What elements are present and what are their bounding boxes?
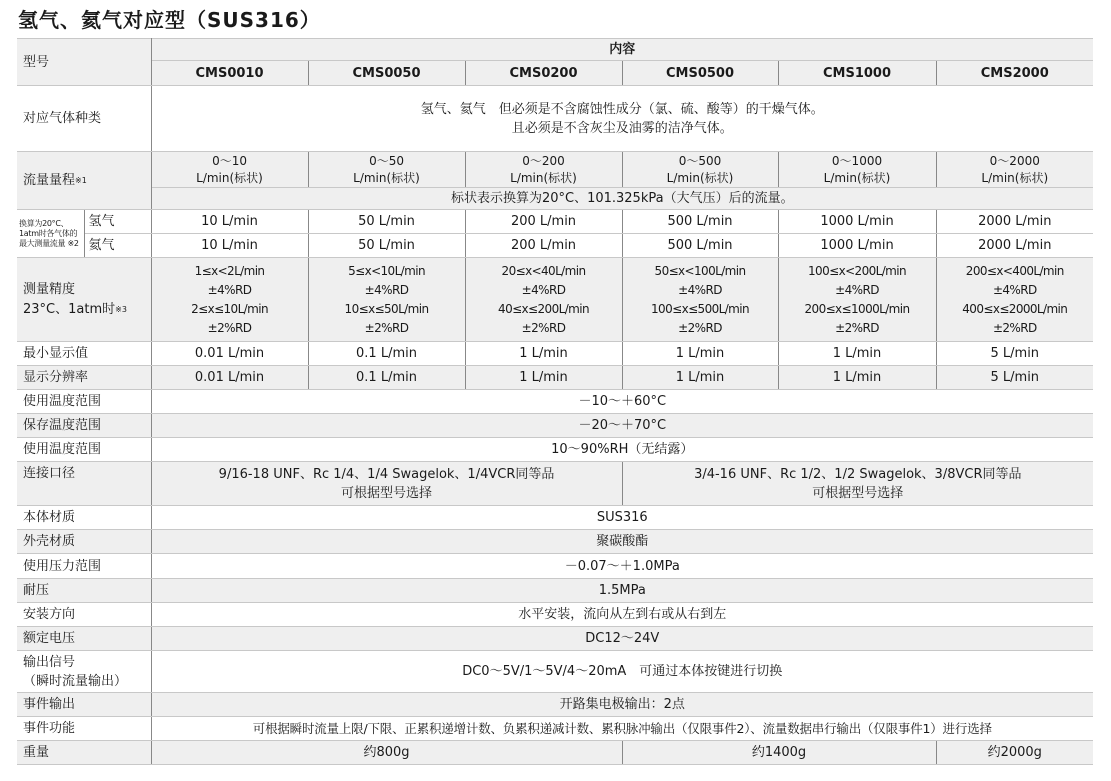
- resolution-label: 显示分辨率: [17, 366, 151, 390]
- max-flow-value: 200 L/min: [465, 210, 622, 234]
- flow-range-label: [17, 152, 151, 210]
- max-flow-value: 10 L/min: [151, 210, 308, 234]
- max-flow-row-he: [17, 234, 1093, 258]
- max-flow-value: 1000 L/min: [778, 210, 936, 234]
- max-flow-gas-h2: 氢气: [84, 210, 151, 234]
- max-flow-label: [17, 210, 84, 258]
- gas-type-row: [17, 86, 1093, 152]
- case-material-value: 聚碳酸酯: [151, 530, 1093, 554]
- max-flow-row-h2: [17, 210, 1093, 234]
- model-cms1000: CMS1000: [778, 61, 936, 86]
- accuracy-label-line2: 23°C、1atm时: [23, 301, 116, 317]
- event-function-label: 事件功能: [17, 717, 151, 741]
- model-cms0050: CMS0050: [308, 61, 465, 86]
- flow-range-unit: L/min(标状): [666, 170, 734, 185]
- accuracy-cell: 1≤x<2L/min ±4%RD 2≤x≤10L/min ±2%RD: [151, 258, 308, 342]
- max-flow-value: 200 L/min: [465, 234, 622, 258]
- store-temp-row: [17, 414, 1093, 438]
- flow-range-label-text: 流量量程: [23, 173, 76, 188]
- flow-range-unit: L/min(标状): [823, 170, 891, 185]
- max-flow-label-line2: 1atm时各气体的: [19, 228, 78, 238]
- max-flow-value: 1000 L/min: [778, 234, 936, 258]
- store-temp-label: 保存温度范围: [17, 414, 151, 438]
- event-output-row: [17, 693, 1093, 717]
- accuracy-row: [17, 258, 1093, 342]
- case-material-row: [17, 530, 1093, 554]
- resolution-value: 5 L/min: [936, 366, 1093, 390]
- port-row: [17, 462, 1093, 506]
- accuracy-cell: 200≤x<400L/min ±4%RD 400≤x≤2000L/min ±2%RD: [936, 258, 1093, 342]
- max-flow-value: 50 L/min: [308, 234, 465, 258]
- flow-range-cell: [308, 152, 465, 188]
- flow-range-value: 0～2000: [989, 153, 1040, 168]
- store-temp-value: －20～＋70°C: [151, 414, 1093, 438]
- resolution-row: [17, 366, 1093, 390]
- max-flow-value: 500 L/min: [622, 234, 778, 258]
- flow-range-unit: L/min(标状): [196, 170, 263, 185]
- humidity-label: 使用温度范围: [17, 438, 151, 462]
- min-display-value: 1 L/min: [622, 342, 778, 366]
- flow-range-row: [17, 152, 1093, 188]
- max-flow-note: ※2: [67, 238, 79, 248]
- body-material-row: [17, 506, 1093, 530]
- max-flow-value: 50 L/min: [308, 210, 465, 234]
- port-right-line2: 可根据型号选择: [812, 485, 904, 501]
- pressure-row: [17, 554, 1093, 579]
- proof-row: [17, 579, 1093, 603]
- flow-range-cell: [622, 152, 778, 188]
- model-cms0500: CMS0500: [622, 61, 778, 86]
- port-label: 连接口径: [17, 462, 151, 506]
- output-label: [17, 651, 151, 693]
- output-value: DC0～5V/1～5V/4～20mA 可通过本体按键进行切换: [151, 651, 1093, 693]
- port-left-line1: 9/16-18 UNF、Rc 1/4、1/4 Swagelok、1/4VCR同等品: [218, 466, 555, 482]
- output-row: [17, 651, 1093, 693]
- body-material-label: 本体材质: [17, 506, 151, 530]
- op-temp-row: [17, 390, 1093, 414]
- flow-range-value: 0～50: [369, 153, 404, 168]
- max-flow-value: 2000 L/min: [936, 210, 1093, 234]
- port-right: [622, 462, 1093, 506]
- event-output-label: 事件输出: [17, 693, 151, 717]
- resolution-value: 1 L/min: [622, 366, 778, 390]
- min-display-value: 1 L/min: [465, 342, 622, 366]
- voltage-value: DC12～24V: [151, 627, 1093, 651]
- mounting-row: [17, 603, 1093, 627]
- pressure-label: 使用压力范围: [17, 554, 151, 579]
- page-title: 氢气、氦气对应型（SUS316）: [18, 8, 321, 32]
- proof-value: 1.5MPa: [151, 579, 1093, 603]
- flow-range-unit: L/min(标状): [981, 170, 1049, 185]
- flow-range-value: 0～1000: [831, 153, 883, 168]
- content-label: 内容: [151, 39, 1093, 61]
- flow-range-cell: [778, 152, 936, 188]
- accuracy-cell: 100≤x<200L/min ±4%RD 200≤x≤1000L/min ±2%RD: [778, 258, 936, 342]
- resolution-value: 1 L/min: [778, 366, 936, 390]
- flow-range-unit: L/min(标状): [353, 170, 420, 185]
- op-temp-label: 使用温度范围: [17, 390, 151, 414]
- weight-value: 约1400g: [622, 741, 936, 765]
- voltage-row: [17, 627, 1093, 651]
- flow-range-footnote-row: [17, 188, 1093, 210]
- gas-type-line1: 氢气、氦气 但必须是不含腐蚀性成分（氯、硫、酸等）的干燥气体。: [420, 101, 824, 117]
- gas-type-label: 对应气体种类: [17, 86, 151, 152]
- event-function-row: [17, 717, 1093, 741]
- mounting-label: 安装方向: [17, 603, 151, 627]
- min-display-value: 5 L/min: [936, 342, 1093, 366]
- resolution-value: 0.01 L/min: [151, 366, 308, 390]
- flow-range-unit: L/min(标状): [510, 170, 577, 185]
- flow-range-cell: [465, 152, 622, 188]
- event-output-value: 开路集电极输出：2点: [151, 693, 1093, 717]
- min-display-value: 0.01 L/min: [151, 342, 308, 366]
- op-temp-value: －10～＋60°C: [151, 390, 1093, 414]
- body-material-value: SUS316: [151, 506, 1093, 530]
- flow-range-cell: [936, 152, 1093, 188]
- model-row: [17, 61, 1093, 86]
- flow-range-value: 0～10: [212, 153, 247, 168]
- flow-range-value: 0～200: [522, 153, 565, 168]
- weight-value: 约2000g: [936, 741, 1093, 765]
- voltage-label: 额定电压: [17, 627, 151, 651]
- model-cms2000: CMS2000: [936, 61, 1093, 86]
- resolution-value: 1 L/min: [465, 366, 622, 390]
- weight-row: [17, 741, 1093, 765]
- min-display-label: 最小显示值: [17, 342, 151, 366]
- weight-label: 重量: [17, 741, 151, 765]
- event-function-value: 可根据瞬时流量上限/下限、正累积递增计数、负累积递减计数、累积脉冲输出（仅限事件2）、流量数据串行输出（仅限事件1）进行选择: [151, 717, 1093, 741]
- pressure-value: －0.07～＋1.0MPa: [151, 554, 1093, 579]
- min-display-value: 0.1 L/min: [308, 342, 465, 366]
- accuracy-cell: 20≤x<40L/min ±4%RD 40≤x≤200L/min ±2%RD: [465, 258, 622, 342]
- min-display-value: 1 L/min: [778, 342, 936, 366]
- humidity-row: [17, 438, 1093, 462]
- flow-range-value: 0～500: [678, 153, 722, 168]
- resolution-value: 0.1 L/min: [308, 366, 465, 390]
- weight-value: 约800g: [151, 741, 622, 765]
- model-label: 型号: [17, 39, 151, 86]
- accuracy-note: ※3: [115, 304, 127, 314]
- spec-table: [17, 38, 1093, 765]
- humidity-value: 10～90%RH（无结露）: [151, 438, 1093, 462]
- min-display-row: [17, 342, 1093, 366]
- flow-range-note: ※1: [75, 176, 87, 185]
- gas-type-line2: 且必须是不含灰尘及油雾的洁净气体。: [511, 120, 733, 136]
- accuracy-cell: 50≤x<100L/min ±4%RD 100≤x≤500L/min ±2%RD: [622, 258, 778, 342]
- model-cms0200: CMS0200: [465, 61, 622, 86]
- port-right-line1: 3/4-16 UNF、Rc 1/2、1/2 Swagelok、3/8VCR同等品: [694, 466, 1022, 482]
- proof-label: 耐压: [17, 579, 151, 603]
- port-left: [151, 462, 622, 506]
- max-flow-value: 500 L/min: [622, 210, 778, 234]
- max-flow-value: 10 L/min: [151, 234, 308, 258]
- max-flow-label-line3: 最大测量流量: [19, 238, 66, 248]
- case-material-label: 外壳材质: [17, 530, 151, 554]
- mounting-value: 水平安装，流向从左到右或从右到左: [151, 603, 1093, 627]
- port-left-line2: 可根据型号选择: [341, 485, 433, 501]
- flow-range-footnote: 标状表示换算为20°C、101.325kPa（大气压）后的流量。: [151, 188, 1093, 210]
- max-flow-value: 2000 L/min: [936, 234, 1093, 258]
- output-label-line1: 输出信号: [23, 654, 76, 670]
- max-flow-gas-he: 氦气: [84, 234, 151, 258]
- accuracy-label-line1: 测量精度: [23, 281, 76, 297]
- accuracy-cell: 5≤x<10L/min ±4%RD 10≤x≤50L/min ±2%RD: [308, 258, 465, 342]
- header-row: [17, 39, 1093, 61]
- output-label-line2: （瞬时流量输出）: [23, 673, 128, 689]
- flow-range-cell: [151, 152, 308, 188]
- model-cms0010: CMS0010: [151, 61, 308, 86]
- max-flow-label-line1: 换算为20°C、: [19, 218, 69, 228]
- accuracy-label: [17, 258, 151, 342]
